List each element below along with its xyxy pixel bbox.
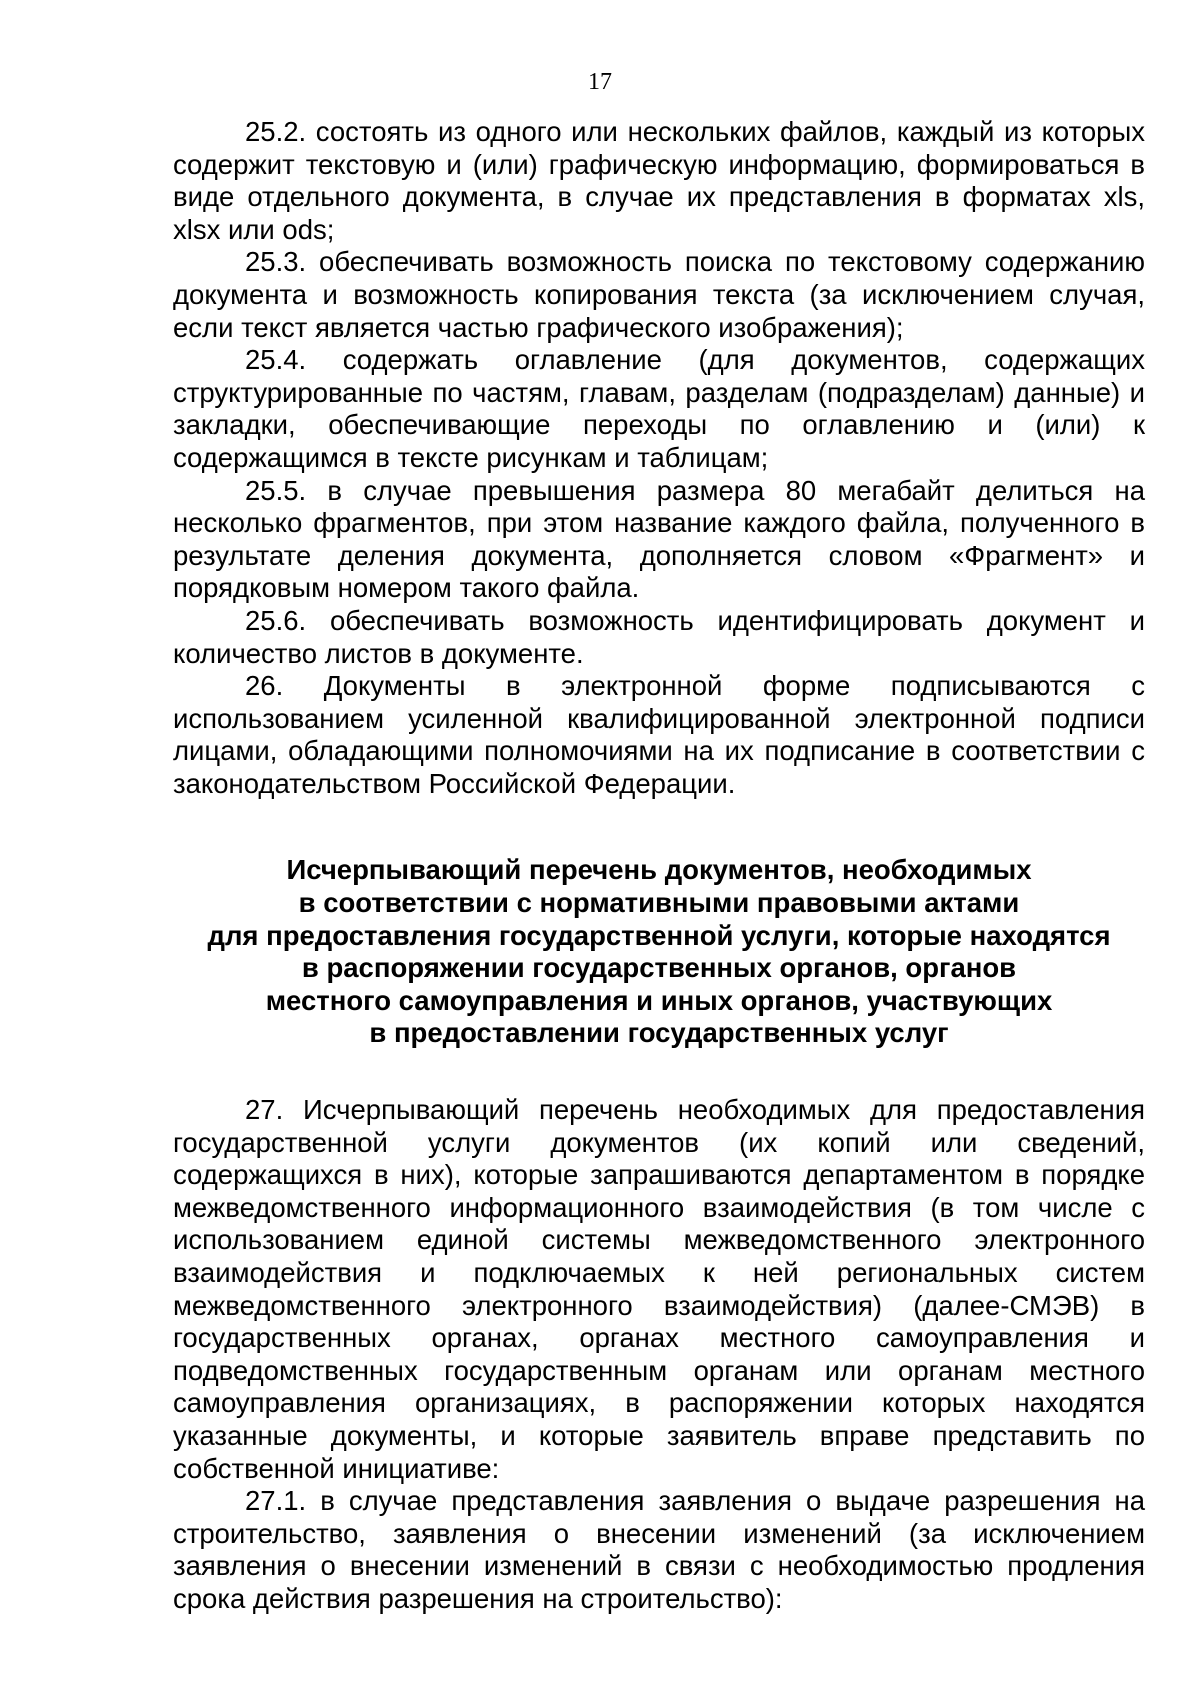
paragraph-25-6: 25.6. обеспечивать возможность идентифицировать документ и количество листов в документе. — [173, 604, 1145, 669]
section-heading-line: местного самоуправления и иных органов, участвующих — [265, 984, 1053, 1016]
paragraph-25-5: 25.5. в случае превышения размера 80 мегабайт делиться на несколько фрагментов, при этом название каждого файла, полученного в результате деления документа, дополняется словом «Фрагмент» и порядковым номером такого файла. — [173, 474, 1145, 604]
paragraph-25-3: 25.3. обеспечивать возможность поиска по текстовому содержанию документа и возможность копирования текста (за исключением случая, если текст является частью графического изображения); — [173, 246, 1145, 343]
section-heading-line: в предоставлении государственных услуг — [369, 1017, 949, 1049]
document-body — [173, 116, 1145, 1616]
section-heading-line: в распоряжении государственных органов, органов — [301, 952, 1017, 984]
section-heading-line: для предоставления государственной услуги, которые находятся — [207, 919, 1111, 951]
paragraph-27-1: 27.1. в случае представления заявления о выдаче разрешения на строительство, заявления о внесении изменений (за исключением заявления о внесении изменений в связи с необходимостью продления срока действия разрешения на строительство): — [173, 1485, 1145, 1614]
paragraph-26: 26. Документы в электронной форме подписываются с использованием усиленной квалифицированной электронной подписи лицами, обладающими полномочиями на их подписание в соответствии с законодательством Российской Федерации. — [173, 670, 1145, 799]
paragraph-27: 27. Исчерпывающий перечень необходимых для предоставления государственной услуги документов (их копий или сведений, содержащихся в них), которые запрашиваются департаментом в порядке межведомственного информационного взаимодействия (в том числе с использованием единой системы межведомственного электронного взаимодействия и подключаемых к ней региональных систем межведомственного электронного взаимодействия) (далее-СМЭВ) в государственных органах, органах местного самоуправления и подведомственных государственным органам или органам местного самоуправления организациях, в распоряжении которых находятся указанные документы, и которые заявитель вправе представить по собственной инициативе: — [173, 1094, 1145, 1484]
section-heading — [173, 854, 1145, 1050]
section-heading-line: Исчерпывающий перечень документов, необходимых — [286, 854, 1032, 886]
paragraph-25-2: 25.2. состоять из одного или нескольких файлов, каждый из которых содержит текстовую и (или) графическую информацию, формироваться в виде отдельного документа, в случае их представления в форматах xls, xlsx или ods; — [173, 116, 1145, 245]
paragraph-25-4: 25.4. содержать оглавление (для документов, содержащих структурированные по частям, главам, разделам (подразделам) данные) и закладки, обеспечивающие переходы по оглавлению и (или) к содержащимся в тексте рисункам и таблицам; — [173, 344, 1145, 473]
section-heading-line: в соответствии с нормативными правовыми актами — [298, 887, 1020, 919]
page-number: 17 — [588, 69, 612, 95]
